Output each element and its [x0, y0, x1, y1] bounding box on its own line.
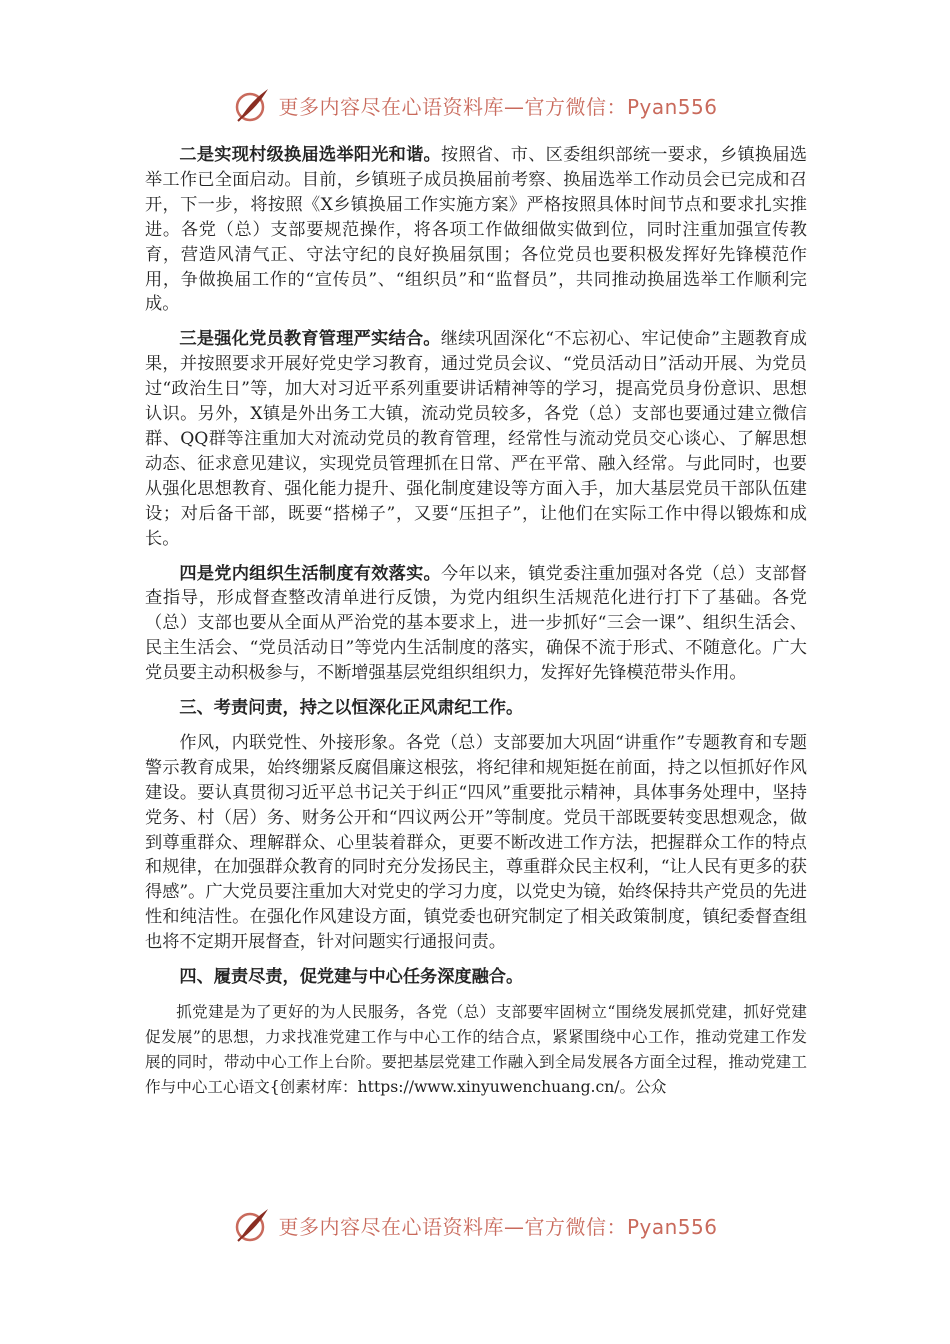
paragraph-organization-life [145, 562, 807, 687]
paragraph-lead: 三是强化党员教育管理严实结合。 [179, 329, 441, 350]
paragraph-text: 继续巩固深化“不忘初心、牢记使命”主题教育成果，并按照要求开展好党史学习教育，通过党员会议、“党员活动日”活动开展、为党员过“政治生日”等，加大对习近平系列重要讲话精神等的学习，提高党员身份意识、思想认识。另外，X镇是外出务工大镇，流动党员较多，各党（总）支部也要通过建立微信群、QQ群等注重加大对流动党员的教育管理，经常性与流动党员交心谈心、了解思想动态、征求意见建议，实现党员管理抓在日常、严在平常、融入经常。与此同时，也要从强化思想教育、强化能力提升、强化制度建设等方面入手，加大基层党员干部队伍建设；对后备干部，既要“搭梯子”，又要“压担子”，让他们在实际工作中得以锻炼和成长。 [145, 329, 807, 549]
watermark-text: 更多内容尽在心语资料库—官方微信：Pyan556 [278, 94, 718, 119]
watermark-header [0, 80, 950, 130]
quill-logo-icon [232, 85, 272, 125]
watermark-footer [0, 1200, 950, 1250]
section-heading-3: 三、考责问责，持之以恒深化正风肃纪工作。 [179, 698, 524, 719]
paragraph-member-education [145, 327, 807, 551]
quill-logo-icon [232, 1205, 272, 1245]
section-4-text: 抓党建是为了更好的为人民服务，各党（总）支部要牢固树立“围绕发展抓党建，抓好党建促发展”的思想，力求找准党建工作与中心工作的结合点，紧紧围绕中心工作，推动党建工作发展的同时，带动中心工作上台阶。要把基层党建工作融入到全局发展各方面全过程，推动党建工作与中心工心语文{创素材库：https://www.xinyuwenchuang.cn/。公众 [145, 1003, 807, 1096]
watermark-text: 更多内容尽在心语资料库—官方微信：Pyan556 [278, 1214, 718, 1239]
paragraph-village-election [145, 143, 807, 317]
paragraph-lead: 二是实现村级换届选举阳光和谐。 [179, 145, 441, 165]
paragraph-text: 今年以来，镇党委注重加强对各党（总）支部督查指导，形成督查整改清单进行反馈，为党内组织生活规范化进行打下了基础。各党（总）支部也要从全面从严治党的基本要求上，进一步抓好“三会一课”、组织生活会、民主生活会、“党员活动日”等党内生活制度的落实，确保不流于形式、不随意化。广大党员要主动积极参与，不断增强基层党组织组织力，发挥好先锋模范带头作用。 [145, 563, 807, 684]
section-3-text: 作风，内联党性、外接形象。各党（总）支部要加大巩固“讲重作”专题教育和专题警示教育成果，始终绷紧反腐倡廉这根弦，将纪律和规矩挺在前面，持之以恒抓好作风建设。要认真贯彻习近平总书记关于纠正“四风”重要批示精神，具体事务处理中，坚持党务、村（居）务、财务公开和“四议两公开”等制度。党员干部既要转变思想观念，做到尊重群众、理解群众、心里装着群众，更要不断改进工作方法，把握群众工作的特点和规律，在加强群众教育的同时充分发扬民主，尊重群众民主权利，“让人民有更多的获得感”。广大党员要注重加大对党史的学习力度，以党史为镜，始终保持共产党员的先进性和纯洁性。在强化作风建设方面，镇党委也研究制定了相关政策制度，镇纪委督查组也将不定期开展督查，针对问题实行通报问责。 [145, 732, 807, 953]
paragraph-text: 按照省、市、区委组织部统一要求，乡镇换届选举工作已全面启动。目前，乡镇班子成员换届前考察、换届选举工作动员会已完成和召开，下一步，将按照《X乡镇换届工作实施方案》严格按照具体时间节点和要求扎实推进。各党（总）支部要规范操作，将各项工作做细做实做到位，同时注重加强宣传教育，营造风清气正、守法守纪的良好换届氛围；各位党员也要积极发挥好先锋模范作用，争做换届工作的“宣传员”、“组织员”和“监督员”，共同推动换届选举工作顺利完成。 [145, 145, 807, 315]
section-heading-4: 四、履责尽责，促党建与中心任务深度融合。 [179, 967, 524, 988]
document-body [145, 143, 807, 1110]
paragraph-lead: 四是党内组织生活制度有效落实。 [179, 563, 441, 584]
